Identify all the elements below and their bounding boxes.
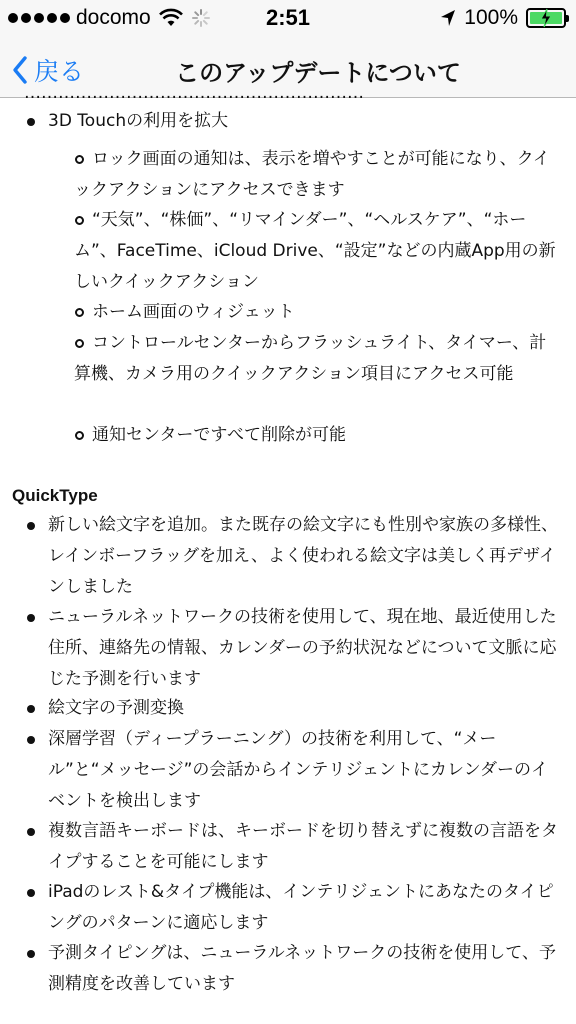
list-item-text: 深層学習（ディープラーニング）の技術を利用して、“メール”と“メッセージ”の会話からインテリジェントにカレンダーのイベントを検出します [48, 729, 548, 811]
location-arrow-icon [440, 9, 456, 27]
release-notes-scroll-area[interactable] [0, 83, 576, 1024]
list-item-text: iPadのレスト&タイプ機能は、インテリジェントにあなたのタイピングのパターンに適応します [48, 882, 554, 933]
page-title: このアップデートについて [175, 59, 461, 87]
charging-bolt-icon [539, 9, 553, 27]
bullet-icon [27, 950, 35, 958]
bullet-icon [27, 736, 35, 744]
battery-percent: 100% [464, 6, 518, 29]
list-item-text: ニューラルネットワークの技術を使用して、現在地、最近使用した住所、連絡先の情報、カレンダーの予約状況などについて文脈に応じた予測を行います [48, 607, 557, 689]
status-time: 2:51 [265, 5, 311, 30]
status-bar [0, 0, 576, 40]
sub-list-item-text: ホーム画面のウィジェット [92, 302, 295, 322]
list-item-text: 複数言語キーボードは、キーボードを切り替えずに複数の言語をタイプすることを可能にします [48, 821, 558, 872]
bullet-icon [27, 614, 35, 622]
bullet-icon [27, 889, 35, 897]
bullet-icon [27, 522, 35, 530]
bullet-icon [27, 705, 35, 713]
section-heading-quicktype: QuickType [12, 486, 98, 505]
sub-list-item-text: 通知センターですべて削除が可能 [92, 425, 346, 445]
list-item-text: 予測タイピングは、ニューラルネットワークの技術を使用して、予測精度を改善しています [48, 943, 556, 994]
list-item-text: 新しい絵文字を追加。また既存の絵文字にも性別や家族の多様性、レインボーフラッグを加え、よく使われる絵文字は美しく再デザインしました [48, 515, 558, 597]
carrier-name: docomo [76, 6, 151, 29]
list-item-text: 3D Touchの利用を拡大 [48, 111, 229, 131]
status-right [440, 5, 566, 31]
sub-list-item-text: ロック画面の通知は、表示を増やすことが可能になり、クイックアクションにアクセスできます [74, 149, 550, 200]
bullet-icon [27, 118, 35, 126]
sub-list-item-text: “天気”、“株価”、“リマインダー”、“ヘルスケア”、“ホーム”、FaceTime、iCloud Drive、“設定”などの内蔵App用の新しいクイックアクション [74, 210, 556, 292]
battery-icon [526, 8, 566, 28]
bullet-icon [27, 828, 35, 836]
back-button-label: 戻る [34, 57, 85, 86]
list-item-text: 絵文字の予測変換 [48, 698, 184, 718]
clipped-text-line: …………………………………………………… [24, 83, 364, 103]
sub-list-item-text: コントロールセンターからフラッシュライト、タイマー、計算機、カメラ用のクイックアクション項目にアクセス可能 [74, 333, 547, 384]
